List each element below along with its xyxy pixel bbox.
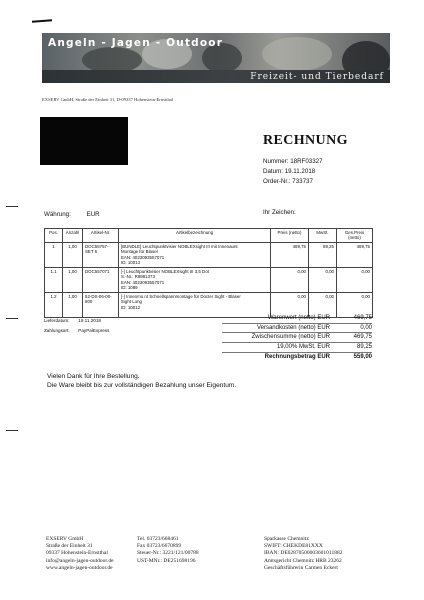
closing-note bbox=[47, 372, 236, 390]
order-number-row bbox=[263, 177, 323, 187]
footer-line: Amtsgericht Chemnitz HRB 23262 bbox=[264, 557, 342, 564]
position: 1.1 bbox=[45, 267, 63, 292]
invoice-meta bbox=[263, 157, 323, 187]
quantity: 1,00 bbox=[63, 267, 83, 292]
totals-row bbox=[222, 314, 372, 324]
meta-label: Order-Nr.: bbox=[263, 178, 291, 185]
totals-row bbox=[222, 324, 372, 334]
footer-contact bbox=[137, 536, 199, 565]
net-price: 0,00 bbox=[271, 267, 309, 292]
scan-mark bbox=[32, 19, 52, 22]
banner-subtitle: Freizeit- und Tierbedarf bbox=[250, 72, 384, 82]
totals-label: 19,00% MwSt. EUR bbox=[276, 344, 330, 351]
totals-label: Warenwert (netto) EUR bbox=[267, 315, 330, 321]
line-total: 0,00 bbox=[337, 292, 373, 317]
description-line: EAN: 4023093557071 bbox=[121, 279, 165, 285]
payment-method-row bbox=[44, 326, 109, 336]
totals-value: 469,75 bbox=[353, 334, 372, 341]
redacted-recipient-address bbox=[40, 117, 128, 165]
article-description bbox=[119, 267, 271, 292]
line-items-table bbox=[44, 228, 373, 318]
footer-email: info@angeln-jagen-outdoor.de bbox=[46, 557, 114, 564]
invoice-total-row bbox=[222, 353, 372, 362]
column-header: Pos. bbox=[45, 229, 63, 243]
punch-mark bbox=[6, 318, 18, 319]
punch-mark bbox=[6, 430, 18, 431]
vat: 0,00 bbox=[309, 267, 337, 292]
footer-company bbox=[46, 536, 114, 572]
invoice-title: RECHNUNG bbox=[263, 133, 348, 148]
totals-value: 0,00 bbox=[360, 324, 372, 331]
currency-value: EUR bbox=[86, 211, 100, 218]
description-line: Sight Long bbox=[121, 299, 142, 305]
position: 1 bbox=[45, 242, 63, 267]
sender-address-line: EXSERV GmbH, Straße der Einheit 31, D-09337 Hohenstein-Ernstthal bbox=[42, 97, 174, 102]
currency-label: Währung: bbox=[44, 211, 71, 218]
your-reference-label: Ihr Zeichen: bbox=[263, 209, 296, 216]
vat: 89,25 bbox=[309, 242, 337, 267]
footer-line: Geschäftsführerin Carmen Eckert bbox=[264, 564, 338, 571]
description-line: [-] Leuchtpunktvisier NOBLEXsight III 3,5 Dot bbox=[121, 268, 209, 274]
column-header: Anzahl bbox=[63, 229, 83, 243]
description-line: [-] Innenmo.nt Schnellspannmontage für Docter Sight - Blaser bbox=[121, 293, 241, 299]
vat: 0,00 bbox=[309, 292, 337, 317]
currency bbox=[44, 211, 100, 218]
punch-mark bbox=[6, 206, 18, 207]
table-row bbox=[45, 267, 373, 292]
invoice-date-row bbox=[263, 167, 323, 177]
footer-line: EXSERV GmbH bbox=[46, 536, 84, 542]
footer-website: www.angeln-jagen-outdoor.de bbox=[46, 564, 113, 571]
column-header: Artikelbezeichnung bbox=[119, 229, 271, 243]
delivery-label: Lieferdatum: bbox=[44, 318, 70, 323]
delivery-payment-info bbox=[44, 316, 109, 336]
table-row bbox=[45, 242, 373, 267]
totals-value: 469,75 bbox=[353, 315, 372, 321]
table-header-row bbox=[45, 229, 373, 243]
header-banner bbox=[42, 33, 390, 83]
meta-label: Datum: bbox=[263, 168, 283, 175]
footer-line: Straße der Einheit 31 bbox=[46, 543, 93, 550]
description-line: ID: 10012 bbox=[121, 304, 141, 310]
invoice-total: 559,00 bbox=[353, 353, 372, 360]
invoice-number-row bbox=[263, 157, 323, 167]
payment-method: PayPalExpress bbox=[78, 328, 110, 333]
description-line: ID: 10013 bbox=[121, 260, 141, 266]
footer-line: Tel. 03723/668461 bbox=[137, 536, 179, 542]
totals-block bbox=[222, 314, 372, 361]
description-line: EAN: 4023093557071 bbox=[121, 254, 165, 260]
footer-line: SWIFT: CHEKDE81XXX bbox=[264, 543, 323, 550]
order-number: 733737 bbox=[292, 178, 313, 185]
delivery-date-row bbox=[44, 316, 109, 326]
article-number: DOC557071 bbox=[83, 267, 119, 292]
line-total: 469,75 bbox=[337, 242, 373, 267]
totals-label: Rechnungsbetrag EUR bbox=[264, 353, 330, 360]
totals-row bbox=[222, 333, 372, 343]
article-description bbox=[119, 242, 271, 267]
footer-line: 09337 Hohenstein-Ernstthal bbox=[46, 550, 108, 557]
quantity: 1,00 bbox=[63, 242, 83, 267]
totals-row bbox=[222, 343, 372, 353]
article-number: 52-DS-06-00-800 bbox=[83, 292, 119, 317]
payment-label: Zahlungsart: bbox=[44, 328, 70, 333]
description-line: S.-Nr.: R8981373 bbox=[121, 274, 155, 280]
description-line: Montage für Blaser bbox=[121, 249, 159, 255]
delivery-date: 19.11.2018 bbox=[78, 318, 101, 323]
column-header: MwSt. bbox=[309, 229, 337, 243]
banner-title: Angeln - Jagen - Outdoor bbox=[48, 37, 224, 49]
footer-bank bbox=[264, 536, 342, 572]
footer-line: Fax 03723/6670899 bbox=[137, 543, 182, 550]
totals-value: 89,25 bbox=[356, 344, 372, 351]
totals-label: Versandkosten (netto) EUR bbox=[256, 324, 330, 331]
column-header: Artikel-Nr. bbox=[83, 229, 119, 243]
article-number: DOC55757-SET 5 bbox=[83, 242, 119, 267]
thanks-line: Vielen Dank für Ihre Bestellung. bbox=[47, 373, 140, 380]
description-line: ID: 1089 bbox=[121, 285, 138, 291]
ownership-line: Die Ware bleibt bis zur vollständigen Bezahlung unser Eigentum. bbox=[47, 382, 237, 389]
column-header: Preis (netto) bbox=[271, 229, 309, 243]
invoice-number: 18RF03327 bbox=[290, 158, 323, 165]
net-price: 0,00 bbox=[271, 292, 309, 317]
totals-label: Zwischensumme (netto) EUR bbox=[251, 334, 330, 341]
quantity: 1,00 bbox=[63, 292, 83, 317]
footer-line: Steuer-Nr.: 3221/121/00788 bbox=[137, 550, 199, 557]
line-total: 0,00 bbox=[337, 267, 373, 292]
description-line: [BUNDLE] Leuchtpunktvisier NOBLEXsight III mit Innenaunt bbox=[121, 243, 238, 249]
net-price: 469,75 bbox=[271, 242, 309, 267]
meta-label: Nummer: bbox=[263, 158, 289, 165]
invoice-date: 19.11.2018 bbox=[284, 168, 316, 175]
footer-line: Sparkasse Chemnitz bbox=[264, 536, 309, 542]
footer-line: UST-MNr.: DE251698196 bbox=[137, 557, 196, 564]
footer-line: IBAN: DE62870500003601011882 bbox=[264, 550, 343, 557]
column-header: Ges.Preis (netto) bbox=[337, 229, 373, 243]
position: 1.2 bbox=[45, 292, 63, 317]
